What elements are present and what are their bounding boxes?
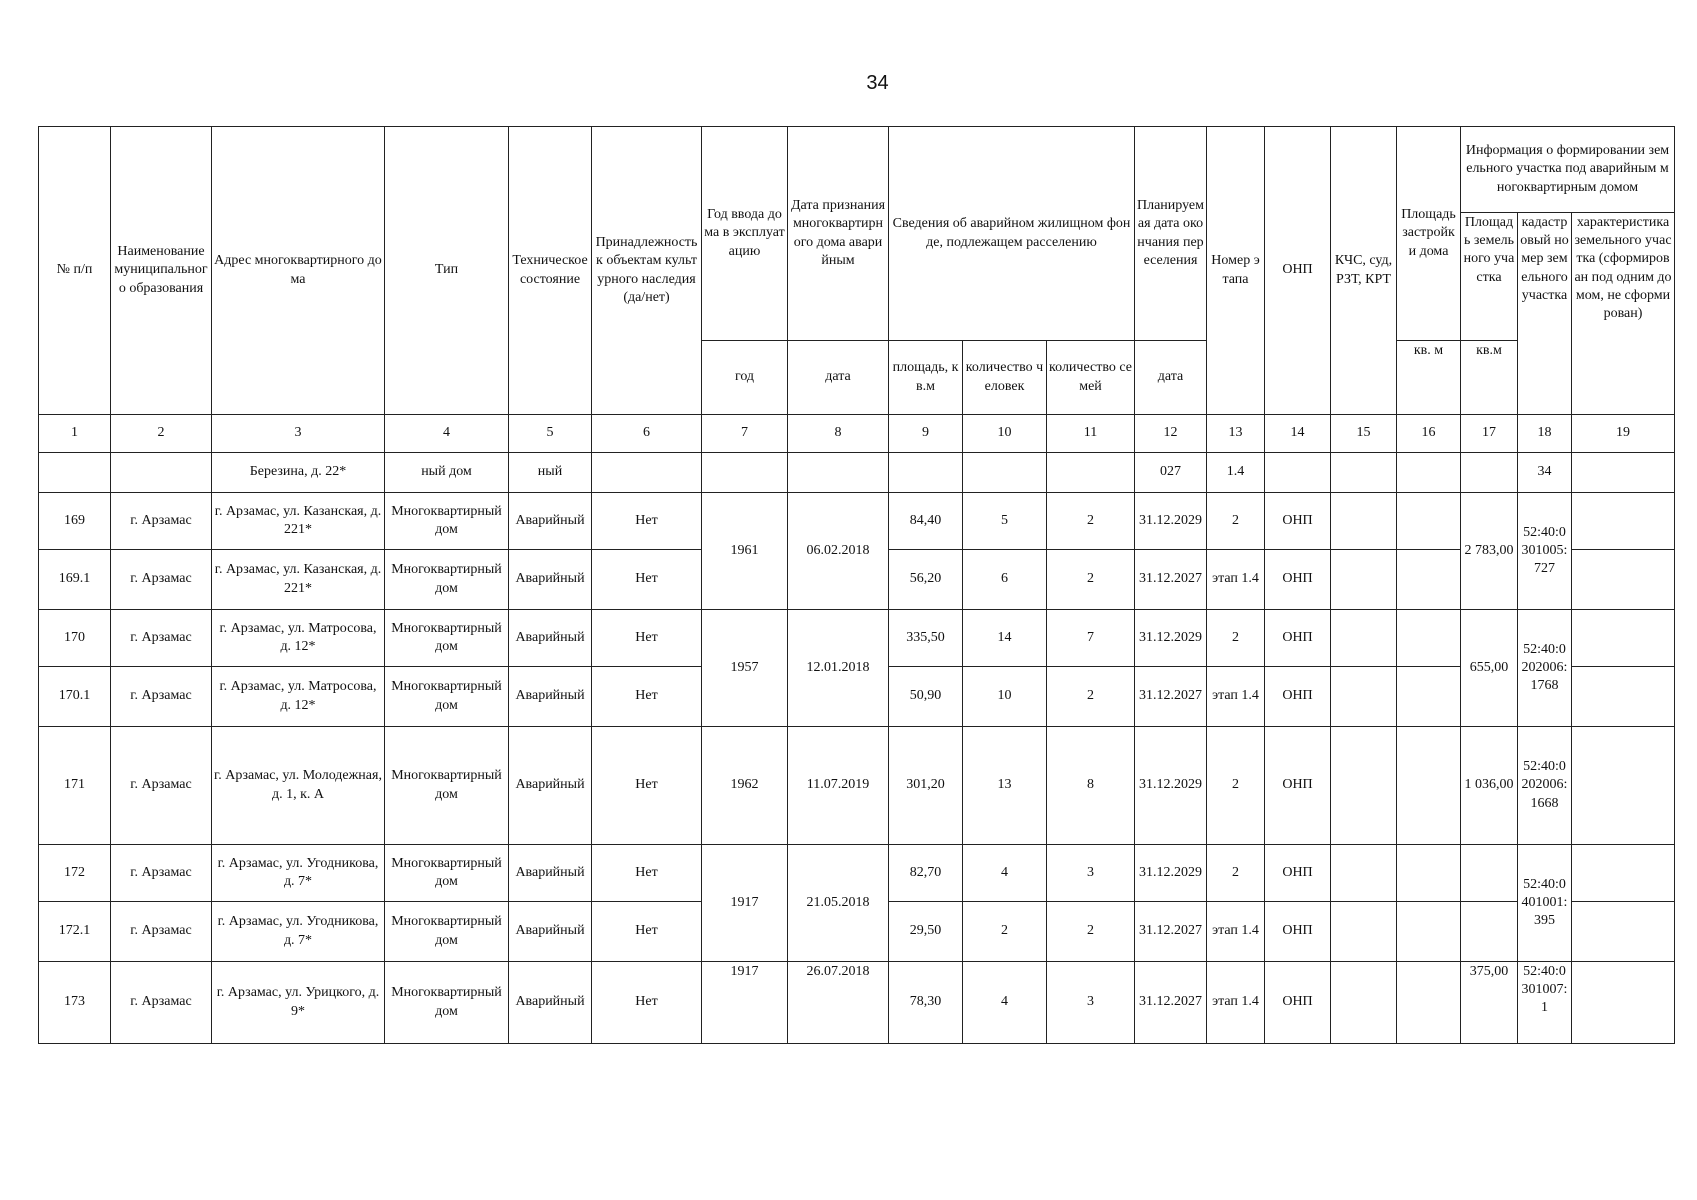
cell-people: 14: [963, 610, 1047, 667]
table-row: [39, 493, 1675, 550]
cell-address: г. Арзамас, ул. Матросова, д. 12*: [212, 610, 385, 667]
cell-onp: ОНП: [1265, 610, 1331, 667]
cell-cadastral: 52:40:0301005:727: [1518, 493, 1572, 610]
cell-area: 56,20: [889, 550, 963, 610]
table-row: [39, 610, 1675, 667]
cell-people: 10: [963, 667, 1047, 727]
cell-number: 173: [39, 962, 111, 1044]
cell-address: г. Арзамас, ул. Урицкого, д. 9*: [212, 962, 385, 1044]
cell-land-area: 2 783,00: [1461, 493, 1518, 610]
cell-state: Аварийный: [509, 962, 592, 1044]
cell-resettlement-date: 31.12.2027: [1135, 667, 1207, 727]
cell-cadastral: 34: [1518, 453, 1572, 493]
cell-cadastral: 52:40:0202006:1768: [1518, 610, 1572, 727]
column-number: 3: [212, 415, 385, 453]
cell-onp: ОНП: [1265, 667, 1331, 727]
cell-address: Березина, д. 22*: [212, 453, 385, 493]
cell-address: г. Арзамас, ул. Угодникова, д. 7*: [212, 845, 385, 902]
header-heritage: Принадлежность к объектам культурного наследия (да/нет): [592, 127, 702, 415]
subheader-people: количество человек: [963, 341, 1047, 415]
header-type: Тип: [385, 127, 509, 415]
cell-type: Многоквартирный дом: [385, 610, 509, 667]
cell-number: 170.1: [39, 667, 111, 727]
cell-address: г. Арзамас, ул. Матросова, д. 12*: [212, 667, 385, 727]
cell-cadastral: 52:40:0301007:1: [1518, 962, 1572, 1044]
column-number: 10: [963, 415, 1047, 453]
cell-address: г. Арзамас, ул. Казанская, д. 221*: [212, 550, 385, 610]
column-number: 17: [1461, 415, 1518, 453]
page-number: 34: [866, 72, 889, 94]
column-number: 8: [788, 415, 889, 453]
cell-people: 13: [963, 727, 1047, 845]
cell-type: Многоквартирный дом: [385, 845, 509, 902]
header-kchs: КЧС, суд, РЗТ, КРТ: [1331, 127, 1397, 415]
header-technical-state: Техническое состояние: [509, 127, 592, 415]
cell-emergency-date: 21.05.2018: [788, 845, 889, 962]
cell-address: г. Арзамас, ул. Угодникова, д. 7*: [212, 902, 385, 962]
cell-state: Аварийный: [509, 610, 592, 667]
cell-year: 1917: [702, 845, 788, 962]
cell-heritage: Нет: [592, 962, 702, 1044]
cell-address: г. Арзамас, ул. Казанская, д. 221*: [212, 493, 385, 550]
header-land-characteristic: характеристика земельного участка (сформирован под одним домом, не сформирован): [1572, 213, 1675, 415]
cell-heritage: Нет: [592, 845, 702, 902]
column-number: 12: [1135, 415, 1207, 453]
cell-resettlement-date: 31.12.2029: [1135, 610, 1207, 667]
subheader-area: площадь, кв.м: [889, 341, 963, 415]
header-commission-year: Год ввода дома в эксплуатацию: [702, 127, 788, 341]
header-resettlement-date: Планируемая дата окончания переселения: [1135, 127, 1207, 341]
column-number: 13: [1207, 415, 1265, 453]
continuation-row: [39, 453, 1675, 493]
subheader-year: год: [702, 341, 788, 415]
subheader-families: количество семей: [1047, 341, 1135, 415]
column-number: 1: [39, 415, 111, 453]
header-onp: ОНП: [1265, 127, 1331, 415]
cell-cadastral: 52:40:0401001:395: [1518, 845, 1572, 962]
cell-emergency-date: 12.01.2018: [788, 610, 889, 727]
column-number: 7: [702, 415, 788, 453]
cell-number: 172: [39, 845, 111, 902]
header-emergency-date: Дата признания многоквартирного дома аварийным: [788, 127, 889, 341]
cell-stage: 2: [1207, 610, 1265, 667]
column-number: 9: [889, 415, 963, 453]
cell-municipality: г. Арзамас: [111, 727, 212, 845]
cell-state: Аварийный: [509, 667, 592, 727]
cell-families: 2: [1047, 550, 1135, 610]
header-housing-info: Сведения об аварийном жилищном фонде, подлежащем расселению: [889, 127, 1135, 341]
cell-number: 170: [39, 610, 111, 667]
cell-families: 2: [1047, 902, 1135, 962]
column-number: 14: [1265, 415, 1331, 453]
cell-stage: этап 1.4: [1207, 902, 1265, 962]
column-number: 5: [509, 415, 592, 453]
cell-land-area: 655,00: [1461, 610, 1518, 727]
cell-emergency-date: 06.02.2018: [788, 493, 889, 610]
cell-resettlement-date: 31.12.2027: [1135, 902, 1207, 962]
cell-resettlement-date: 027: [1135, 453, 1207, 493]
header-stage-number: Номер этапа: [1207, 127, 1265, 415]
subheader-date: дата: [788, 341, 889, 415]
cell-stage: 2: [1207, 493, 1265, 550]
header-land-area: Площадь земельного участка: [1461, 213, 1518, 341]
cell-type: Многоквартирный дом: [385, 962, 509, 1044]
subheader-unit-built: кв. м: [1397, 341, 1461, 415]
cell-emergency-date: 11.07.2019: [788, 727, 889, 845]
header-number: № п/п: [39, 127, 111, 415]
cell-resettlement-date: 31.12.2029: [1135, 493, 1207, 550]
cell-municipality: г. Арзамас: [111, 610, 212, 667]
cell-state: Аварийный: [509, 845, 592, 902]
column-number: 6: [592, 415, 702, 453]
cell-state: Аварийный: [509, 902, 592, 962]
cell-onp: ОНП: [1265, 550, 1331, 610]
cell-stage: 2: [1207, 727, 1265, 845]
cell-number: 171: [39, 727, 111, 845]
cell-heritage: Нет: [592, 493, 702, 550]
cell-onp: ОНП: [1265, 902, 1331, 962]
cell-families: 3: [1047, 845, 1135, 902]
cell-emergency-date: 26.07.2018: [788, 962, 889, 1044]
cell-type: Многоквартирный дом: [385, 727, 509, 845]
cell-municipality: г. Арзамас: [111, 962, 212, 1044]
column-number: 11: [1047, 415, 1135, 453]
cell-families: 8: [1047, 727, 1135, 845]
cell-number: 169.1: [39, 550, 111, 610]
subheader-resettlement-date: дата: [1135, 341, 1207, 415]
column-number: 16: [1397, 415, 1461, 453]
column-numbers-row: [39, 415, 1675, 453]
cell-heritage: Нет: [592, 902, 702, 962]
cell-year: 1957: [702, 610, 788, 727]
emergency-housing-table: [38, 126, 1675, 1044]
header-municipality: Наименование муниципального образования: [111, 127, 212, 415]
cell-onp: ОНП: [1265, 845, 1331, 902]
cell-stage: 1.4: [1207, 453, 1265, 493]
cell-type: ный дом: [385, 453, 509, 493]
cell-land-area: 1 036,00: [1461, 727, 1518, 845]
cell-area: 50,90: [889, 667, 963, 727]
cell-number: 169: [39, 493, 111, 550]
cell-area: 335,50: [889, 610, 963, 667]
cell-resettlement-date: 31.12.2029: [1135, 727, 1207, 845]
cell-heritage: Нет: [592, 727, 702, 845]
cell-state: ный: [509, 453, 592, 493]
cell-state: Аварийный: [509, 493, 592, 550]
header-built-area: Площадь застройки дома: [1397, 127, 1461, 341]
cell-address: г. Арзамас, ул. Молодежная, д. 1, к. А: [212, 727, 385, 845]
cell-people: 6: [963, 550, 1047, 610]
cell-resettlement-date: 31.12.2029: [1135, 845, 1207, 902]
cell-state: Аварийный: [509, 550, 592, 610]
column-number: 19: [1572, 415, 1675, 453]
table-row: [39, 962, 1675, 1044]
table-row: [39, 727, 1675, 845]
column-number: 4: [385, 415, 509, 453]
cell-families: 2: [1047, 667, 1135, 727]
cell-area: 84,40: [889, 493, 963, 550]
cell-heritage: Нет: [592, 550, 702, 610]
cell-resettlement-date: 31.12.2027: [1135, 962, 1207, 1044]
cell-municipality: г. Арзамас: [111, 667, 212, 727]
cell-onp: ОНП: [1265, 962, 1331, 1044]
cell-municipality: г. Арзамас: [111, 845, 212, 902]
cell-resettlement-date: 31.12.2027: [1135, 550, 1207, 610]
cell-people: 4: [963, 962, 1047, 1044]
cell-people: 5: [963, 493, 1047, 550]
column-number: 15: [1331, 415, 1397, 453]
cell-type: Многоквартирный дом: [385, 902, 509, 962]
cell-cadastral: 52:40:0202006:1668: [1518, 727, 1572, 845]
cell-onp: ОНП: [1265, 727, 1331, 845]
header-land-plot-info: Информация о формировании земельного участка под аварийным многоквартирным домом: [1461, 127, 1675, 213]
cell-state: Аварийный: [509, 727, 592, 845]
cell-area: 78,30: [889, 962, 963, 1044]
header-cadastral-number: кадастровый номер земельного участка: [1518, 213, 1572, 415]
cell-year: 1917: [702, 962, 788, 1044]
cell-heritage: Нет: [592, 610, 702, 667]
cell-stage: этап 1.4: [1207, 667, 1265, 727]
cell-area: 301,20: [889, 727, 963, 845]
table-row: [39, 845, 1675, 902]
cell-area: 29,50: [889, 902, 963, 962]
cell-area: 82,70: [889, 845, 963, 902]
cell-municipality: г. Арзамас: [111, 902, 212, 962]
cell-people: 4: [963, 845, 1047, 902]
subheader-unit-land: кв.м: [1461, 341, 1518, 415]
cell-families: 3: [1047, 962, 1135, 1044]
cell-land-area: 375,00: [1461, 962, 1518, 1044]
cell-number: 172.1: [39, 902, 111, 962]
cell-year: 1961: [702, 493, 788, 610]
cell-onp: ОНП: [1265, 493, 1331, 550]
cell-year: 1962: [702, 727, 788, 845]
column-number: 18: [1518, 415, 1572, 453]
header-address: Адрес многоквартирного дома: [212, 127, 385, 415]
cell-municipality: г. Арзамас: [111, 550, 212, 610]
cell-stage: этап 1.4: [1207, 962, 1265, 1044]
cell-type: Многоквартирный дом: [385, 667, 509, 727]
cell-heritage: Нет: [592, 667, 702, 727]
column-number: 2: [111, 415, 212, 453]
cell-type: Многоквартирный дом: [385, 550, 509, 610]
cell-type: Многоквартирный дом: [385, 493, 509, 550]
cell-municipality: г. Арзамас: [111, 493, 212, 550]
cell-people: 2: [963, 902, 1047, 962]
cell-stage: 2: [1207, 845, 1265, 902]
cell-families: 7: [1047, 610, 1135, 667]
cell-families: 2: [1047, 493, 1135, 550]
cell-stage: этап 1.4: [1207, 550, 1265, 610]
